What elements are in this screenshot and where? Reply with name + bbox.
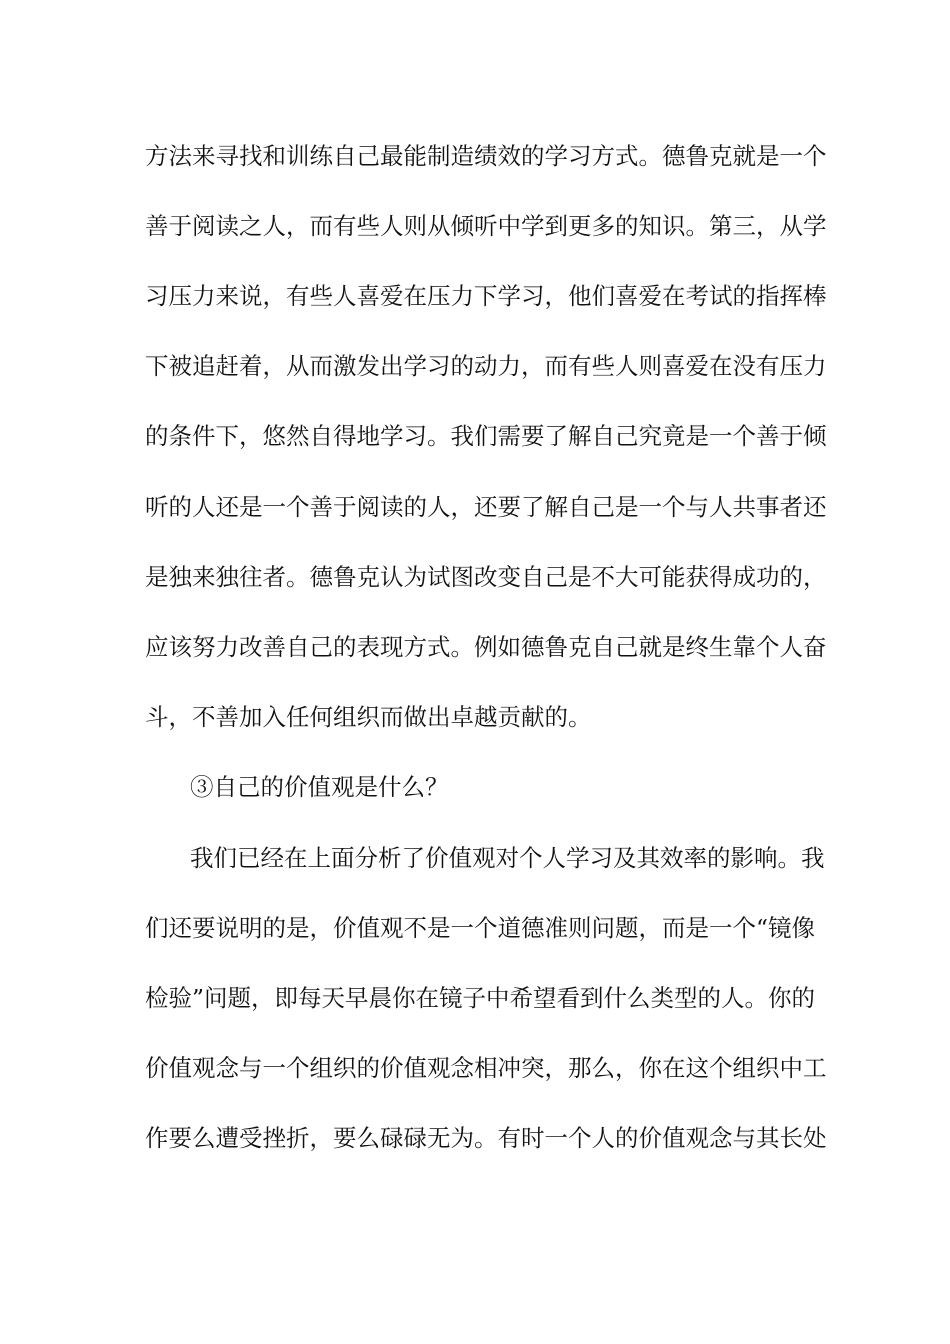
paragraph-1-line-9: 斗，不善加入任何组织而做出卓越贡献的。	[145, 703, 592, 731]
paragraph-1-line-5: 的条件下，悠然自得地学习。我们需要了解自己究竟是一个善于倾	[145, 422, 827, 450]
paragraph-1-line-6: 听的人还是一个善于阅读的人，还要了解自己是一个与人共事者还	[145, 493, 827, 521]
paragraph-2-line-1: 我们已经在上面分析了价值观对个人学习及其效率的影响。我	[190, 844, 825, 872]
paragraph-1-line-3: 习压力来说，有些人喜爱在压力下学习，他们喜爱在考试的指挥棒	[145, 282, 827, 310]
paragraph-2-line-2: 们还要说明的是，价值观不是一个道德准则问题，而是一个“镜像	[145, 914, 816, 942]
paragraph-1-line-7: 是独来独往者。德鲁克认为试图改变自己是不大可能获得成功的，	[145, 563, 827, 591]
section-heading: ③自己的价值观是什么？	[190, 773, 449, 801]
paragraph-1-line-8: 应该努力改善自己的表现方式。例如德鲁克自己就是终生靠个人奋	[145, 633, 827, 661]
paragraph-1-line-2: 善于阅读之人，而有些人则从倾听中学到更多的知识。第三，从学	[145, 212, 827, 240]
paragraph-2-line-4: 价值观念与一个组织的价值观念相冲突，那么，你在这个组织中工	[145, 1054, 827, 1082]
paragraph-2-line-5: 作要么遭受挫折，要么碌碌无为。有时一个人的价值观念与其长处	[145, 1124, 827, 1152]
paragraph-1-line-1: 方法来寻找和训练自己最能制造绩效的学习方式。德鲁克就是一个	[145, 142, 827, 170]
paragraph-2-line-3: 检验”问题，即每天早晨你在镜子中希望看到什么类型的人。你的	[145, 984, 816, 1012]
paragraph-1-line-4: 下被追赶着，从而激发出学习的动力，而有些人则喜爱在没有压力	[145, 352, 827, 380]
